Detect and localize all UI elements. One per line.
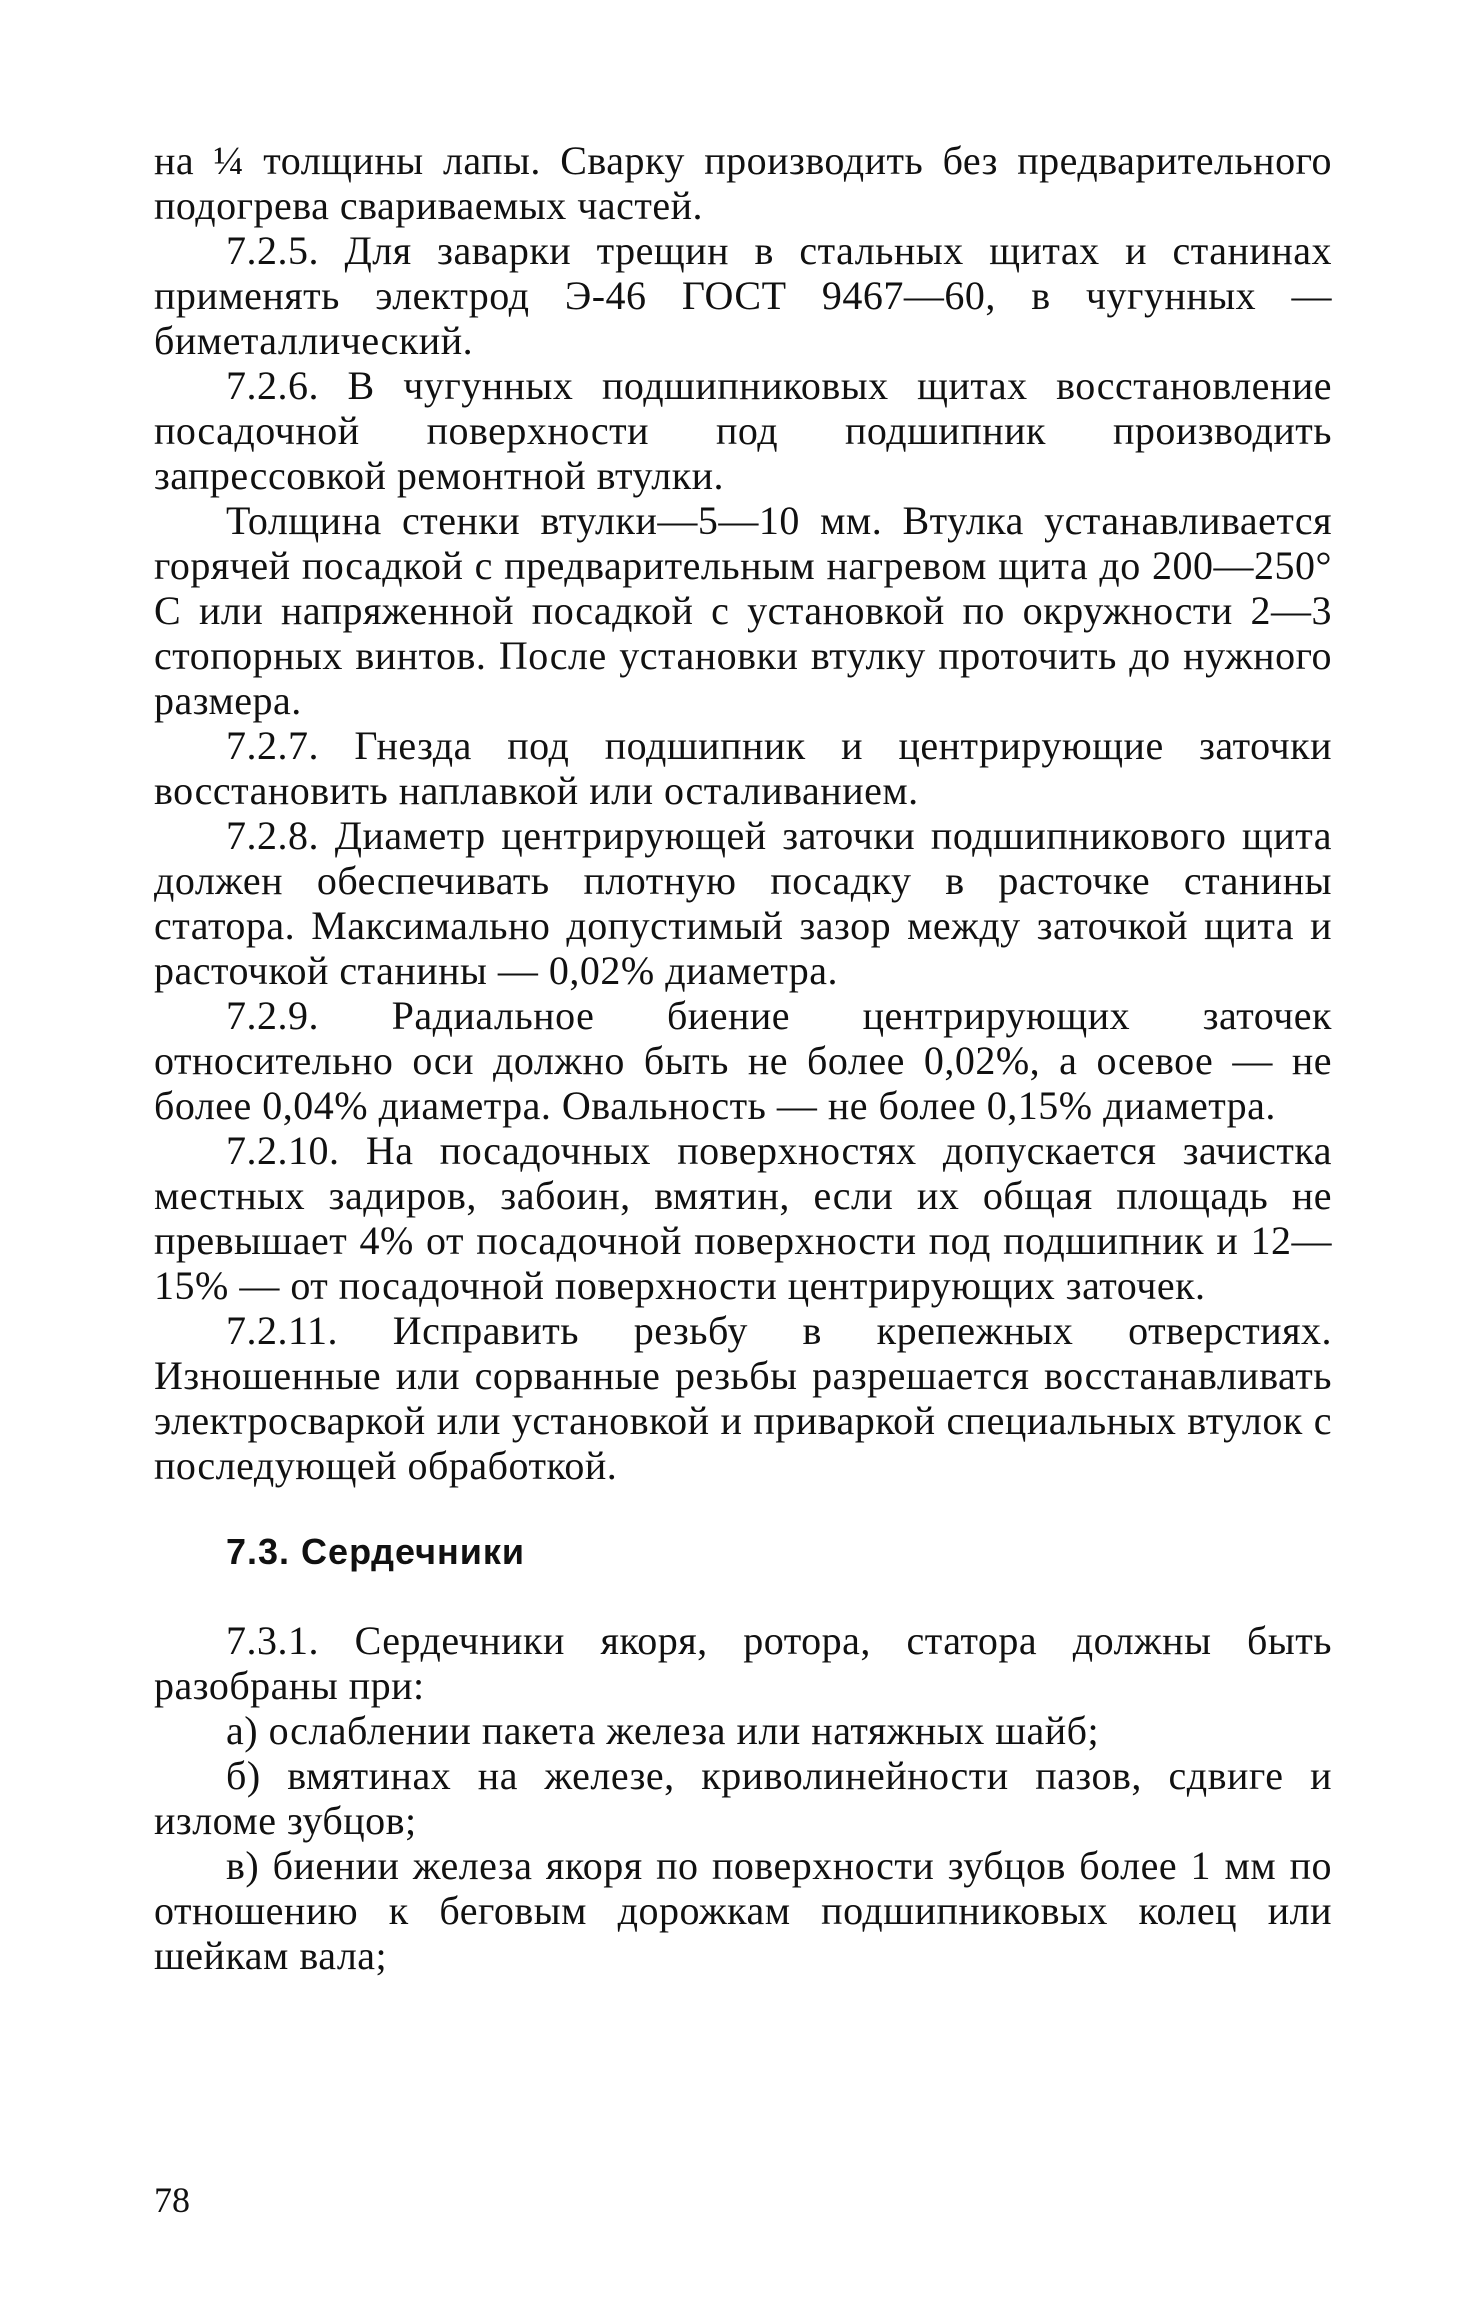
list-item-a: а) ослаблении пакета железа или натяжных шайб; <box>226 1708 1100 1753</box>
paragraph-7-2-10: 7.2.10. На посадочных поверхностях допускается зачистка местных задиров, забоин, вмятин, если их общая площадь не превышает 4% от посадочной поверхности под подшипник и 12—15% — от посадочной поверхности центрирующих заточек. <box>154 1128 1332 1308</box>
paragraph-7-3-1: 7.3.1. Сердечники якоря, ротора, статора должны быть разобраны при: <box>154 1618 1332 1708</box>
page-number: 78 <box>154 2180 190 2220</box>
paragraph-continuation: на ¼ толщины лапы. Сварку производить без предварительного подогрева свариваемых частей. <box>154 138 1332 228</box>
paragraph-7-2-8: 7.2.8. Диаметр центрирующей заточки подшипникового щита должен обеспечивать плотную посадку в расточке станины статора. Максимально допустимый зазор между заточкой щита и расточкой станины — 0,02% диаметра. <box>154 813 1332 993</box>
list-item-b: б) вмятинах на железе, криволинейности пазов, сдвиге и изломе зубцов; <box>154 1753 1332 1843</box>
paragraph-7-2-9: 7.2.9. Радиальное биение центрирующих заточек относительно оси должно быть не более 0,02%, а осевое — не более 0,04% диаметра. Овальность — не более 0,15% диаметра. <box>154 993 1332 1128</box>
paragraph-bushing-thickness: Толщина стенки втулки—5—10 мм. Втулка устанавливается горячей посадкой с предварительным нагревом щита до 200—250° С или напряженной посадкой с установкой по окружности 2—3 стопорных винтов. После установки втулку проточить до нужного размера. <box>154 498 1332 723</box>
paragraph-7-2-5: 7.2.5. Для заварки трещин в стальных щитах и станинах применять электрод Э-46 ГОСТ 9467—60, в чугунных — биметаллический. <box>154 228 1332 363</box>
paragraph-7-2-11: 7.2.11. Исправить резьбу в крепежных отверстиях. Изношенные или сорванные резьбы разрешается восстанавливать электросваркой или установкой и приваркой специальных втулок с последующей обработкой. <box>154 1308 1332 1488</box>
page-body <box>154 138 1332 1978</box>
paragraph-7-2-6: 7.2.6. В чугунных подшипниковых щитах восстановление посадочной поверхности под подшипник производить запрессовкой ремонтной втулки. <box>154 363 1332 498</box>
list-item-v: в) биении железа якоря по поверхности зубцов более 1 мм по отношению к беговым дорожкам подшипниковых колец или шейкам вала; <box>154 1843 1332 1978</box>
section-heading: 7.3. Сердечники <box>226 1531 526 1572</box>
paragraph-7-2-7: 7.2.7. Гнезда под подшипник и центрирующие заточки восстановить наплавкой или осталиванием. <box>154 723 1332 813</box>
